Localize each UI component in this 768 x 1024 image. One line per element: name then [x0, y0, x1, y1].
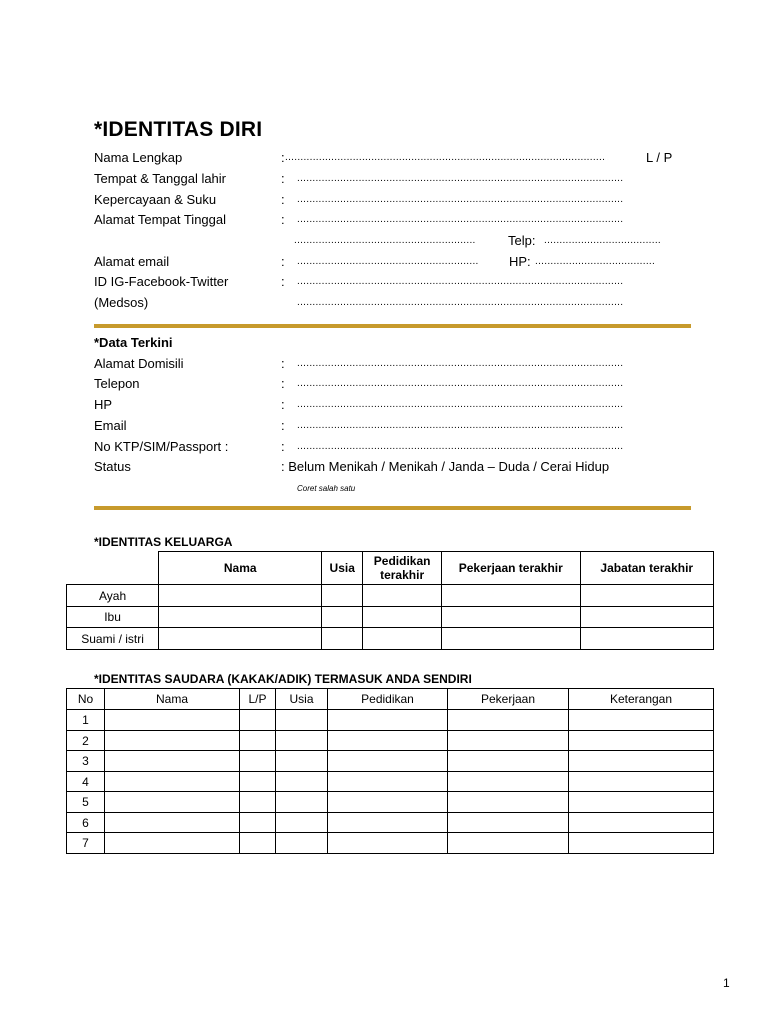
table-cell[interactable] [276, 792, 328, 813]
table-cell[interactable] [105, 833, 240, 854]
gender-option-lp[interactable]: L / P [646, 150, 673, 165]
siblings-header-nama: Nama [105, 689, 240, 710]
label-medsos: ID IG-Facebook-Twitter [94, 274, 229, 289]
label-no-ktp: No KTP/SIM/Passport : [94, 439, 229, 454]
table-cell[interactable] [276, 833, 328, 854]
table-cell[interactable] [322, 607, 363, 628]
page-number: 1 [723, 976, 730, 990]
table-cell[interactable] [328, 772, 448, 792]
label-telepon: Telepon [94, 376, 140, 391]
family-header-usia: Usia [322, 552, 363, 585]
table-cell[interactable] [240, 833, 276, 854]
table-row [67, 628, 714, 650]
page-title: *IDENTITAS DIRI [94, 118, 263, 141]
label-tempat-tanggal-lahir: Tempat & Tanggal lahir [94, 171, 227, 186]
family-table-corner [67, 552, 159, 585]
table-cell[interactable] [322, 628, 363, 650]
row-number: 3 [67, 751, 105, 772]
field-kepercayaan-suku[interactable]: .......................................................................................................... [297, 194, 624, 205]
table-cell[interactable] [448, 751, 569, 772]
field-email-terkini[interactable]: .......................................................................................................... [297, 420, 624, 431]
table-cell[interactable] [240, 731, 276, 751]
table-cell[interactable] [240, 751, 276, 772]
colon-medsos: : [281, 274, 285, 289]
colon-alamat: : [281, 212, 285, 227]
section-divider [94, 324, 691, 328]
field-hp-terkini[interactable]: .......................................................................................................... [297, 399, 624, 410]
table-cell[interactable] [580, 607, 713, 628]
table-row [67, 710, 714, 731]
table-cell[interactable] [276, 710, 328, 731]
table-cell[interactable] [240, 813, 276, 833]
colon-email-terkini: : [281, 418, 285, 433]
table-cell[interactable] [328, 710, 448, 731]
table-cell[interactable] [105, 772, 240, 792]
table-cell[interactable] [240, 792, 276, 813]
table-cell[interactable] [569, 731, 714, 751]
field-medsos[interactable]: .......................................................................................................... [297, 276, 624, 287]
siblings-header-usia: Usia [276, 689, 328, 710]
field-nama-lengkap[interactable]: ........................................................................................................ [285, 152, 606, 163]
field-telp[interactable]: ...................................... [544, 235, 661, 246]
table-cell[interactable] [240, 772, 276, 792]
field-alamat-email[interactable]: ........................................................... [297, 256, 479, 267]
section-heading-saudara: *IDENTITAS SAUDARA (KAKAK/ADIK) TERMASUK ANDA SENDIRI [94, 672, 472, 686]
table-row [67, 792, 714, 813]
table-cell[interactable] [569, 751, 714, 772]
table-cell[interactable] [569, 813, 714, 833]
label-telp: Telp: [508, 233, 536, 248]
row-number: 4 [67, 772, 105, 792]
family-row-label: Suami / istri [67, 628, 159, 650]
table-cell[interactable] [159, 628, 322, 650]
label-hp-terkini: HP [94, 397, 113, 412]
field-alamat-domisili[interactable]: .......................................................................................................... [297, 358, 624, 369]
table-cell[interactable] [448, 833, 569, 854]
table-cell[interactable] [569, 833, 714, 854]
table-cell[interactable] [448, 792, 569, 813]
section-heading-data-terkini: *Data Terkini [94, 335, 173, 350]
colon-ktp: : [281, 439, 285, 454]
label-medsos-sub: (Medsos) [94, 295, 149, 310]
table-cell[interactable] [328, 833, 448, 854]
colon-hp-terkini: : [281, 397, 285, 412]
row-number: 7 [67, 833, 105, 854]
label-alamat-email: Alamat email [94, 254, 170, 269]
field-medsos-line-2[interactable]: .......................................................................................................... [297, 297, 624, 308]
table-cell[interactable] [448, 710, 569, 731]
section-divider-2 [94, 506, 691, 510]
family-header-pendidikan: Pedidikan terakhir [363, 552, 442, 585]
table-cell[interactable] [240, 710, 276, 731]
siblings-header-pekerjaan: Pekerjaan [448, 689, 569, 710]
table-cell[interactable] [569, 772, 714, 792]
colon-domisili: : [281, 356, 285, 371]
label-email-terkini: Email [94, 418, 127, 433]
table-cell[interactable] [448, 813, 569, 833]
colon-suku: : [281, 192, 285, 207]
row-number: 6 [67, 813, 105, 833]
field-alamat-line-2[interactable]: ........................................................... [294, 235, 476, 246]
colon-email: : [281, 254, 285, 269]
table-cell[interactable] [580, 628, 713, 650]
label-status: Status [94, 459, 131, 474]
colon-telepon: : [281, 376, 285, 391]
table-cell[interactable] [328, 813, 448, 833]
colon-ttl: : [281, 171, 285, 186]
status-note: Coret salah satu [297, 484, 356, 493]
table-cell[interactable] [328, 792, 448, 813]
table-cell[interactable] [448, 731, 569, 751]
table-cell[interactable] [105, 710, 240, 731]
siblings-header-keterangan: Keterangan [569, 689, 714, 710]
table-cell[interactable] [322, 585, 363, 607]
colon-nama: : [281, 150, 285, 165]
siblings-table [66, 688, 714, 854]
label-hp: HP: [509, 254, 531, 269]
table-row [67, 813, 714, 833]
table-cell[interactable] [448, 772, 569, 792]
table-row [67, 607, 714, 628]
table-cell[interactable] [105, 731, 240, 751]
table-cell[interactable] [276, 731, 328, 751]
row-number: 5 [67, 792, 105, 813]
table-cell[interactable] [105, 813, 240, 833]
table-cell[interactable] [276, 772, 328, 792]
table-cell[interactable] [442, 628, 580, 650]
family-header-nama: Nama [159, 552, 322, 585]
family-table [66, 551, 714, 650]
table-row [67, 833, 714, 854]
siblings-header-lp: L/P [240, 689, 276, 710]
table-cell[interactable] [363, 585, 442, 607]
table-cell[interactable] [363, 607, 442, 628]
label-alamat-tempat-tinggal: Alamat Tempat Tinggal [94, 212, 226, 227]
family-row-label: Ibu [67, 607, 159, 628]
family-header-jabatan: Jabatan terakhir [580, 552, 713, 585]
table-cell[interactable] [442, 607, 580, 628]
section-heading-keluarga: *IDENTITAS KELUARGA [94, 535, 233, 549]
table-cell[interactable] [105, 792, 240, 813]
table-cell[interactable] [442, 585, 580, 607]
field-telepon[interactable]: .......................................................................................................... [297, 378, 624, 389]
table-cell[interactable] [328, 731, 448, 751]
table-cell[interactable] [276, 813, 328, 833]
family-header-pekerjaan: Pekerjaan terakhir [442, 552, 580, 585]
table-cell[interactable] [105, 751, 240, 772]
label-kepercayaan-suku: Kepercayaan & Suku [94, 192, 217, 207]
family-row-label: Ayah [67, 585, 159, 607]
label-alamat-domisili: Alamat Domisili [94, 356, 184, 371]
table-cell[interactable] [363, 628, 442, 650]
table-cell[interactable] [569, 792, 714, 813]
table-cell[interactable] [580, 585, 713, 607]
field-tempat-tanggal-lahir[interactable]: .......................................................................................................... [297, 173, 624, 184]
table-cell[interactable] [159, 607, 322, 628]
table-cell[interactable] [159, 585, 322, 607]
row-number: 2 [67, 731, 105, 751]
siblings-header-no: No [67, 689, 105, 710]
table-row [67, 751, 714, 772]
label-nama-lengkap: Nama Lengkap [94, 150, 183, 165]
table-cell[interactable] [328, 751, 448, 772]
table-cell[interactable] [276, 751, 328, 772]
row-number: 1 [67, 710, 105, 731]
table-row [67, 585, 714, 607]
field-no-ktp[interactable]: .......................................................................................................... [297, 441, 624, 452]
siblings-header-pendidikan: Pedidikan [328, 689, 448, 710]
status-options[interactable]: : Belum Menikah / Menikah / Janda – Duda / Cerai Hidup [281, 459, 610, 474]
field-hp[interactable]: ....................................... [535, 256, 656, 267]
table-row [67, 731, 714, 751]
field-alamat-tempat-tinggal[interactable]: .......................................................................................................... [297, 214, 624, 225]
table-cell[interactable] [569, 710, 714, 731]
table-row [67, 772, 714, 792]
